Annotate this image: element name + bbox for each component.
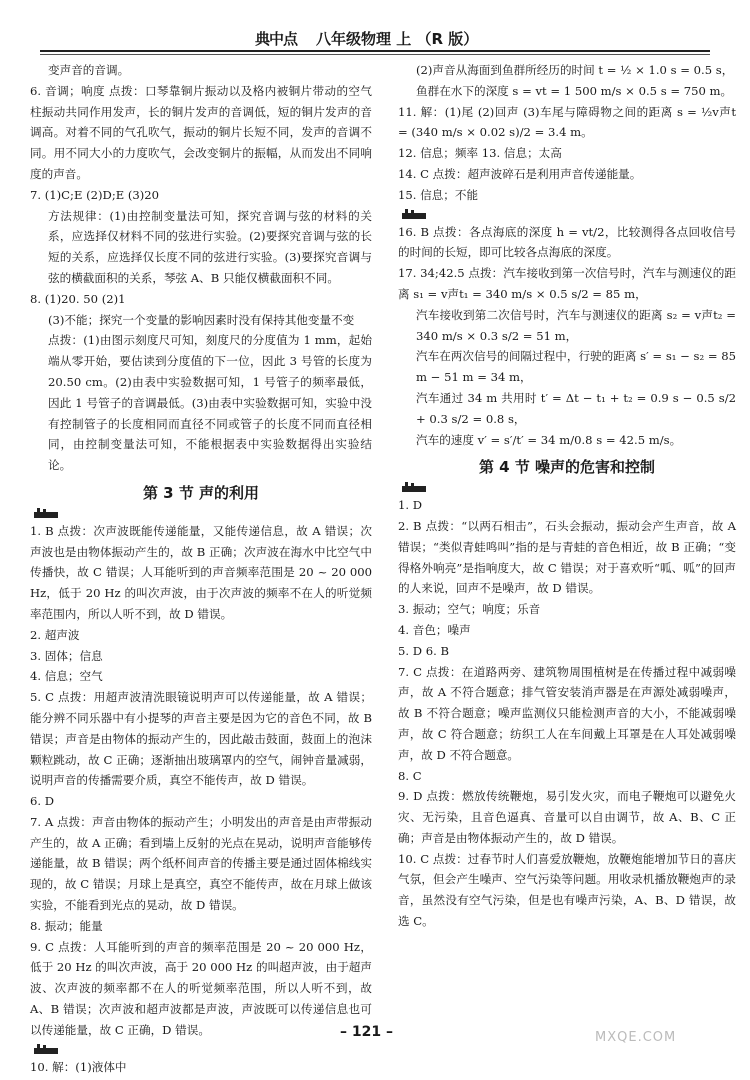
- watermark: MXQE.COM: [595, 1030, 677, 1045]
- answer-s3-6: 6. D: [30, 794, 55, 809]
- answer-s4-1: 1. D: [398, 498, 423, 513]
- section-marker-icon: [402, 209, 430, 219]
- section-title: 第 4 节 噪声的危害和控制: [478, 458, 656, 477]
- section-marker-icon: [34, 1044, 62, 1054]
- answer-s4-5-6: 5. D 6. B: [398, 643, 449, 658]
- answer-10-part2: (2)声音从海面到鱼群所经历的时间 t = ½ × 1.0 s = 0.5 s，: [416, 63, 734, 77]
- section-marker-icon: [34, 508, 62, 518]
- answer-8-part3: (3)不能；探究一个变量的影响因素时没有保持其他变量不变: [48, 312, 355, 327]
- section-title: 第 3 节 声的利用: [142, 483, 260, 502]
- brand-logo: 典中点: [255, 30, 298, 48]
- page-header: [40, 22, 710, 52]
- answer-17-time: 汽车通过 34 m 共用时 t′ = Δt − t₁ + t₂ = 0.9 s − 0.5 s/2 + 0.3 s/2 = 0.8 s，: [416, 390, 736, 426]
- answer-s3-4: 4. 信息；空气: [30, 669, 103, 684]
- answer-7: 7. (1)C;E (2)D;E (3)20: [30, 187, 160, 202]
- page-number: – 121 –: [340, 1024, 393, 1040]
- answer-s4-3: 3. 振动；空气；响度；乐音: [398, 602, 541, 617]
- right-column: [398, 60, 736, 932]
- answer-8-hint: 点拨：(1)由图示刻度尺可知，刻度尺的分度值为 1 mm，起始端从零开始，要估读到分度值的下一位，因此 3 号管的长度为 20.50 cm。(2)由表中实验数据可知，1 号管子的频率最低，因此 1 号管子的音调最低。(3)由表中实验数据可知，实验中没有控制管子的长度相同而直径不同或管子的长度不同而直径相同，由控制变量法可知，不能根据表中实验数据得出实验结论。: [48, 333, 372, 473]
- answer-6: 6. 音调；响度 点拨：口琴靠铜片振动以及格内被铜片带动的空气柱振动共同作用发声，长的铜片发声的音调低，短的铜片发声的音调高。对着不同的气孔吹气，振动的铜片长短不同，发声的音调不同。用不同大小的力度吹气，会改变铜片的振幅，从而发出不同响度的声音。: [30, 83, 372, 181]
- answer-17-speed: 汽车的速度 v′ = s′/t′ = 34 m/0.8 s = 42.5 m/s。: [416, 432, 682, 447]
- answer-10-depth: 鱼群在水下的深度 s = vt = 1 500 m/s × 0.5 s = 750 m。: [416, 83, 733, 98]
- header-rule: [40, 50, 710, 52]
- answer-15: 15. 信息；不能: [398, 187, 479, 202]
- answer-14: 14. C 点拨：超声波碎石是利用声音传递能量。: [398, 166, 642, 181]
- header-rule-thin: [40, 54, 710, 55]
- header-title: 八年级物理 上 （R 版）: [316, 30, 479, 48]
- answer-s3-8: 8. 振动；能量: [30, 918, 103, 933]
- answer-text: 变声音的音调。: [48, 63, 130, 77]
- answer-s4-4: 4. 音色；噪声: [398, 622, 471, 637]
- answer-s4-10: 10. C 点拨：过春节时人们喜爱放鞭炮，放鞭炮能增加节日的喜庆气氛，但会产生噪声、空气污染等问题。用收录机播放鞭炮声的录音，虽然没有空气污染，但是也有噪声污染，A、B、D 错误，故选 C。: [398, 851, 736, 929]
- answer-s3-1: 1. B 点拨：次声波既能传递能量，又能传递信息，故 A 错误；次声波也是由物体振动产生的，故 B 正确；次声波在海水中比空气中传播快，故 C 错误；人耳能听到的声音频率范围是 20 ~ 20 000 Hz，低于 20 Hz 的叫次声波，由于次声波的频率不在人的听觉频率范围内，所以人听不到，故 D 错误。: [30, 523, 372, 621]
- answer-s4-2: 2. B 点拨：“以两石相击”，石头会振动，振动会产生声音，故 A 错误；“类似青蛙鸣叫”指的是与青蛙的音色相近，故 B 正确；“变得格外响亮”是指响度大，故 C 错误；对于喜欢听“呱、呱”的回声的人来说，回声不是噪声，故 D 错误。: [398, 518, 736, 596]
- answer-s4-8: 8. C: [398, 768, 422, 783]
- answer-16: 16. B 点拨：各点海底的深度 h = vt/2，比较测得各点回收信号的时间的长短，即可比较各点海底的深度。: [398, 224, 736, 260]
- answer-17-s2: 汽车接收到第二次信号时，汽车与测速仪的距离 s₂ = v声t₂ = 340 m/s × 0.3 s/2 = 51 m，: [416, 307, 736, 343]
- answer-17: 17. 34;42.5 点拨：汽车接收到第一次信号时，汽车与测速仪的距离 s₁ = v声t₁ = 340 m/s × 0.5 s/2 = 85 m，: [398, 266, 736, 301]
- answer-s4-9: 9. D 点拨：燃放传统鞭炮，易引发火灾，而电子鞭炮可以避免火灾、无污染，且音色逼真、音量可以自由调节，故 A、B、C 正确；声音是由物体振动产生的，故 D 错误。: [398, 789, 736, 845]
- answer-s3-10: 10. 解：(1)液体中: [30, 1059, 127, 1074]
- answer-s3-2: 2. 超声波: [30, 627, 80, 642]
- method-note: 方法规律：(1)由控制变量法可知，探究音调与弦的材料的关系，应选择仅材料不同的弦进行实验。(2)要探究音调与弦的长短的关系，应选择仅长度不同的弦进行实验。(3)要探究音调与弦的横截面积的关系，琴弦 A、B 只能仅横截面积不同。: [48, 208, 372, 285]
- answer-s3-7: 7. A 点拨：声音由物体的振动产生；小明发出的声音是由声带振动产生的，故 A 正确；看到墙上反射的光点在晃动，说明声音能够传递能量，故 B 错误；两个纸杯间声音的传播主要是通过固体棉线实现的，故 C 错误；月球上是真空，真空不能传声，故在月球上做该实验，不能看到光点的晃动，故 D 错误。: [30, 814, 372, 913]
- left-column: [30, 60, 372, 1077]
- answer-11: 11. 解：(1)尾 (2)回声 (3)车尾与障碍物之间的距离 s = ½v声t = (340 m/s × 0.02 s)/2 = 3.4 m。: [398, 104, 736, 140]
- answer-s4-7: 7. C 点拨：在道路两旁、建筑物周围植树是在传播过程中减弱噪声，故 A 不符合题意；排气管安装消声器是在声源处减弱噪声，故 B 不符合题意；噪声监测仪只能检测声音的大小，不能减弱噪声，故 C 符合题意；纺织工人在车间戴上耳罩是在人耳处减弱噪声，故 D 不符合题意。: [398, 664, 736, 762]
- answer-12-13: 12. 信息；频率 13. 信息；太高: [398, 146, 562, 161]
- answer-8: 8. (1)20. 50 (2)1: [30, 291, 126, 306]
- answer-s3-5: 5. C 点拨：用超声波清洗眼镜说明声可以传递能量，故 A 错误；能分辨不同乐器中有小提琴的声音主要是因为它的音色不同，故 B 错误；声音是由物体的振动产生的，因此敲击鼓面，鼓面上的泡沫颗粒跳动，故 C 正确；逐渐抽出玻璃罩内的空气，闹钟音量减弱，说明声音的传播需要介质，真空不能传声，故 D 错误。: [30, 690, 372, 788]
- answer-s3-9: 9. C 点拨：人耳能听到的声音的频率范围是 20 ~ 20 000 Hz，低于 20 Hz 的叫次声波，高于 20 000 Hz 的叫超声波，由于超声波、次声波的频率都不在人的听觉频率范围，所以人听不到，故 A、B 错误；次声波和超声波都是声波，声波既可以传递信息也可以传递能量，故 C 正确，D 错误。: [30, 939, 372, 1037]
- section-marker-icon: [402, 482, 430, 492]
- answer-17-distance: 汽车在两次信号的间隔过程中，行驶的距离 s′ = s₁ − s₂ = 85 m − 51 m = 34 m，: [416, 349, 736, 385]
- answer-s3-3: 3. 固体；信息: [30, 648, 103, 663]
